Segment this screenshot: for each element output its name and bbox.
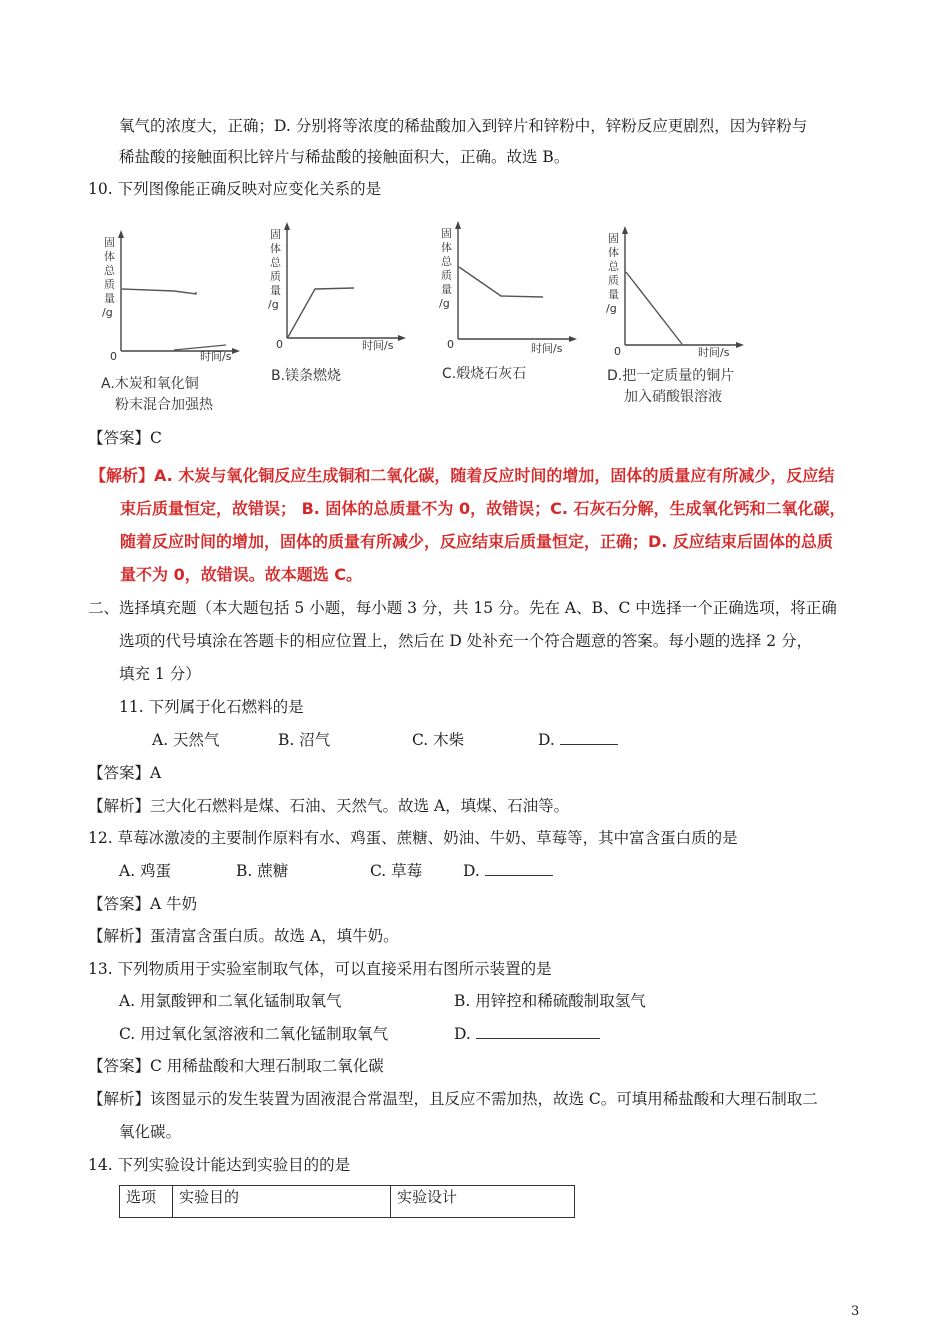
analysis-10-line: 【解析】A. 木炭与氧化铜反应生成铜和二氧化碳，随着反应时间的增加，固体的质量应有所减少，反应结	[90, 466, 835, 485]
graph-d-caption-1: D.把一定质量的铜片	[607, 368, 735, 384]
origin-label: 0	[614, 345, 621, 358]
question-14: 14. 下列实验设计能达到实验目的的是	[88, 1156, 351, 1174]
text-line: 氧气的浓度大，正确；D. 分别将等浓度的稀盐酸加入到锌片和锌粉中，锌粉反应更剧烈，因为锌粉与	[119, 117, 808, 135]
option-c: C. 用过氧化氢溶液和二氧化锰制取氧气	[119, 1025, 389, 1043]
xlabel: 时间/s	[531, 342, 563, 355]
option-c: C. 草莓	[370, 862, 423, 880]
option-d-label: D.	[538, 731, 555, 749]
option-a: A. 天然气	[152, 731, 220, 749]
graph-c	[433, 217, 583, 355]
option-d	[463, 860, 553, 882]
page-number: 3	[851, 1304, 860, 1319]
ylabel-char: 量	[441, 283, 452, 296]
graph-a-caption-2: 粉末混合加强热	[115, 397, 213, 413]
ylabel-char: 总	[441, 255, 452, 268]
analysis-13-line: 【解析】该图显示的发生装置为固液混合常温型，且反应不需加热，故选 C。可填用稀盐酸和大理石制取二	[88, 1090, 818, 1108]
ylabel-char: 固	[270, 228, 281, 241]
table-header-row	[120, 1186, 575, 1218]
graph-c-curve	[459, 267, 543, 297]
experiment-table	[119, 1185, 575, 1218]
origin-label: 0	[447, 338, 454, 351]
graph-d-caption-2: 加入硝酸银溶液	[624, 389, 722, 405]
analysis-10-line: 束后质量恒定，故错误； B. 固体的总质量不为 0，故错误；C. 石灰石分解，生成氧化钙和二氧化碳，	[120, 499, 846, 518]
ylabel-char: 质	[270, 270, 281, 283]
ylabel-unit: /g	[102, 306, 113, 319]
answer-13: 【答案】C 用稀盐酸和大理石制取二氧化碳	[88, 1057, 384, 1075]
graph-a	[96, 226, 246, 361]
table-header-cell: 实验设计	[391, 1186, 575, 1218]
answer-blank	[560, 730, 618, 745]
ylabel-char: 体	[104, 250, 115, 263]
option-c: C. 木柴	[412, 731, 465, 749]
analysis-12: 【解析】蛋清富含蛋白质。故选 A，填牛奶。	[88, 927, 399, 945]
option-b: B. 蔗糖	[236, 862, 289, 880]
answer-11: 【答案】A	[88, 764, 162, 782]
ylabel-char: 量	[270, 284, 281, 297]
ylabel-char: 总	[608, 260, 619, 273]
option-b: B. 沼气	[278, 731, 331, 749]
xlabel: 时间/s	[200, 350, 232, 363]
origin-label: 0	[110, 350, 117, 363]
table-header-cell: 选项	[120, 1186, 173, 1218]
ylabel-char: 固	[441, 227, 452, 240]
graph-b	[262, 218, 412, 353]
analysis-10-line: 量不为 0，故错误。故本题选 C。	[120, 565, 363, 584]
ylabel-char: 质	[104, 278, 115, 291]
ylabel-char: 固	[104, 236, 115, 249]
ylabel-char: 总	[270, 256, 281, 269]
ylabel-char: 固	[608, 232, 619, 245]
option-a: A. 鸡蛋	[119, 862, 172, 880]
option-a: A. 用氯酸钾和二氧化锰制取氧气	[119, 992, 342, 1010]
section-2-heading: 二、选择填充题（本大题包括 5 小题，每小题 3 分，共 15 分。先在 A、B、C 中选择一个正确选项，将正确	[88, 599, 837, 617]
question-13: 13. 下列物质用于实验室制取气体，可以直接采用右图所示装置的是	[88, 960, 552, 978]
xlabel: 时间/s	[698, 346, 730, 359]
section-2-text: 填充 1 分）	[119, 665, 201, 683]
ylabel-unit: /g	[439, 297, 450, 310]
graph-b-caption: B.镁条燃烧	[271, 368, 342, 384]
option-d-label: D.	[454, 1025, 471, 1043]
graph-a-curve	[122, 289, 196, 294]
question-12: 12. 草莓冰激凌的主要制作原料有水、鸡蛋、蔗糖、奶油、牛奶、草莓等，其中富含蛋白质的是	[88, 829, 738, 847]
ylabel-char: 量	[104, 292, 115, 305]
answer-12: 【答案】A 牛奶	[88, 895, 198, 913]
ylabel-char: 质	[441, 269, 452, 282]
answer-blank	[485, 861, 553, 876]
question-11: 11. 下列属于化石燃料的是	[119, 698, 304, 716]
graph-d	[600, 222, 750, 357]
ylabel-char: 体	[270, 242, 281, 255]
ylabel-unit: /g	[606, 302, 617, 315]
graph-a-caption-1: A.木炭和氧化铜	[101, 376, 199, 392]
question-10: 10. 下列图像能正确反映对应变化关系的是	[88, 180, 382, 198]
ylabel-char: 体	[608, 246, 619, 259]
option-d	[454, 1023, 600, 1045]
answer-10: 【答案】C	[88, 429, 162, 447]
section-2-text: 选项的代号填涂在答题卡的相应位置上，然后在 D 处补充一个符合题意的答案。每小题的选择 2 分，	[119, 632, 812, 650]
ylabel-unit: /g	[268, 298, 279, 311]
ylabel-char: 总	[104, 264, 115, 277]
answer-blank	[476, 1024, 600, 1039]
graph-b-curve	[288, 288, 354, 337]
ylabel-char: 量	[608, 288, 619, 301]
graph-d-curve	[626, 272, 682, 344]
option-d	[538, 729, 618, 751]
table-header-cell: 实验目的	[173, 1186, 391, 1218]
graph-c-caption: C.煅烧石灰石	[442, 366, 527, 382]
option-b: B. 用锌控和稀硫酸制取氢气	[454, 992, 646, 1010]
option-d-label: D.	[463, 862, 480, 880]
ylabel-char: 质	[608, 274, 619, 287]
origin-label: 0	[276, 338, 283, 351]
text-line: 稀盐酸的接触面积比锌片与稀盐酸的接触面积大，正确。故选 B。	[119, 148, 570, 166]
analysis-11: 【解析】三大化石燃料是煤、石油、天然气。故选 A，填煤、石油等。	[88, 797, 570, 815]
analysis-13-line: 氧化碳。	[119, 1123, 182, 1141]
analysis-10-line: 随着反应时间的增加，固体的质量有所减少，反应结束后质量恒定，正确；D. 反应结束后固体的总质	[120, 532, 833, 551]
xlabel: 时间/s	[362, 339, 394, 352]
ylabel-char: 体	[441, 241, 452, 254]
